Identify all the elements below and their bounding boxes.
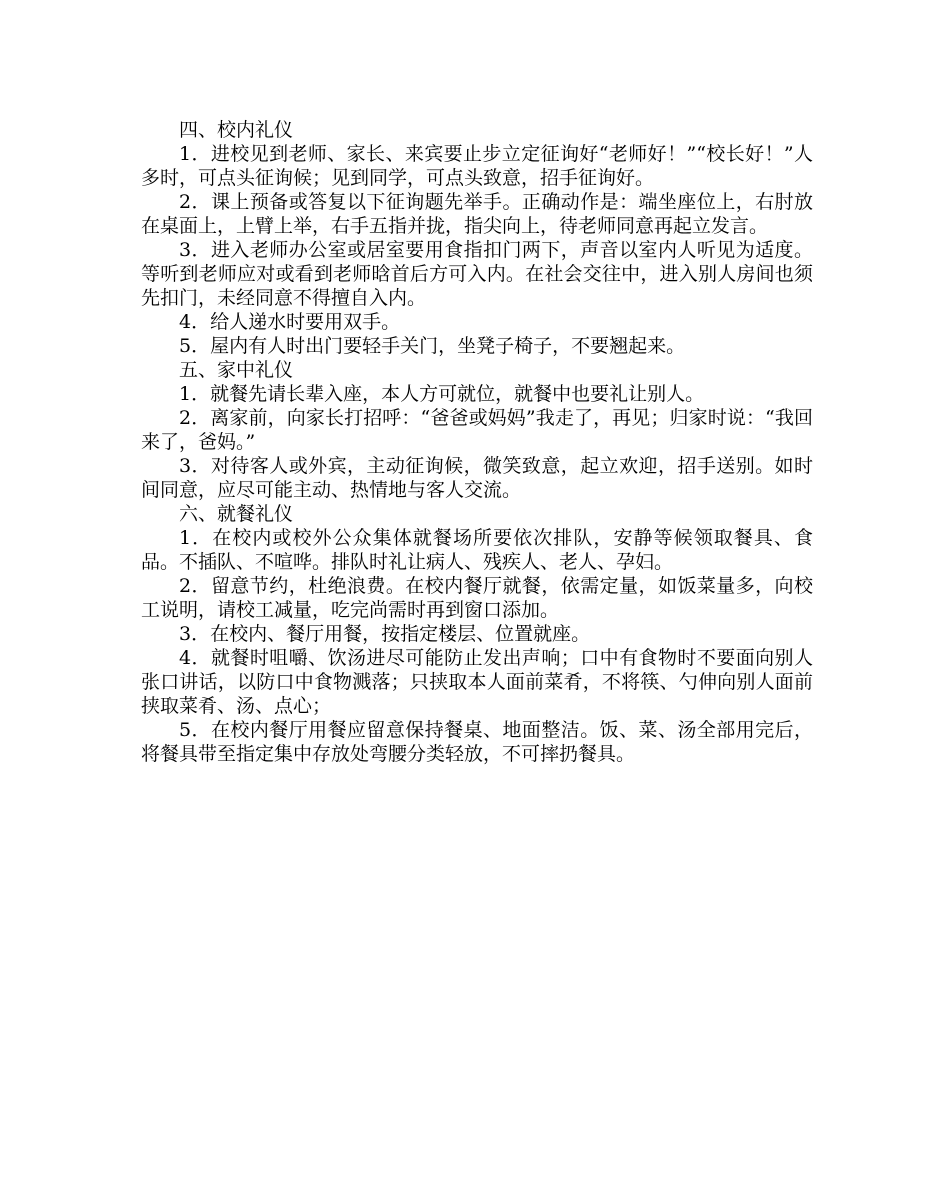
section-heading-dining: 六、就餐礼仪 <box>179 503 294 525</box>
paragraph: 5．在校内餐厅用餐应留意保持餐桌、地面整洁。饭、菜、汤全部用完后，将餐具带至指定集中存放处弯腰分类轻放，不可摔扔餐具。 <box>141 719 813 765</box>
paragraph: 3．对待客人或外宾，主动征询候，微笑致意，起立欢迎，招手送别。如时间同意，应尽可能主动、热情地与客人交流。 <box>141 455 813 501</box>
paragraph: 3．在校内、餐厅用餐，按指定楼层、位置就座。 <box>179 623 591 645</box>
paragraph: 3．进入老师办公室或居室要用食指扣门两下，声音以室内人听见为适度。等听到老师应对或看到老师晗首后方可入内。在社会交往中，进入别人房间也须先扣门，未经同意不得擅自入内。 <box>141 239 813 309</box>
paragraph: 1．在校内或校外公众集体就餐场所要依次排队，安静等候领取餐具、食品。不插队、不喧哗。排队时礼让病人、残疾人、老人、孕妇。 <box>141 527 813 573</box>
section-heading-home: 五、家中礼仪 <box>179 359 294 381</box>
paragraph: 2．离家前，向家长打招呼：“爸爸或妈妈”我走了，再见；归家时说：“我回来了，爸妈。” <box>141 407 813 453</box>
document-page <box>141 118 813 766</box>
paragraph: 4．给人递水时要用双手。 <box>179 311 401 333</box>
section-heading-school: 四、校内礼仪 <box>179 119 294 141</box>
paragraph: 1．就餐先请长辈入座，本人方可就位，就餐中也要礼让别人。 <box>179 383 705 405</box>
paragraph: 2．留意节约，杜绝浪费。在校内餐厅就餐，依需定量，如饭菜量多，向校工说明，请校工减量，吃完尚需时再到窗口添加。 <box>141 575 813 621</box>
paragraph: 2．课上预备或答复以下征询题先举手。正确动作是：端坐座位上，右肘放在桌面上，上臂上举，右手五指并拢，指尖向上，待老师同意再起立发言。 <box>141 191 813 237</box>
paragraph: 1．进校见到老师、家长、来宾要止步立定征询好“老师好！”“校长好！”人多时，可点头征询候；见到同学，可点头致意，招手征询好。 <box>141 143 813 189</box>
paragraph: 5．屋内有人时出门要轻手关门，坐凳子椅子，不要翘起来。 <box>179 335 686 357</box>
paragraph: 4．就餐时咀嚼、饮汤进尽可能防止发出声响；口中有食物时不要面向别人张口讲话，以防口中食物溅落；只挟取本人面前菜肴，不将筷、勺伸向别人面前挟取菜肴、汤、点心； <box>141 647 813 717</box>
